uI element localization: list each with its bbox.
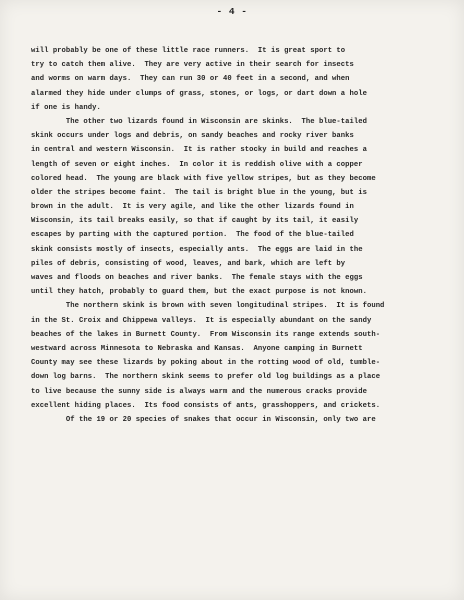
text-line: length of seven or eight inches. In color it is reddish olive with a copper <box>31 160 363 169</box>
text-line: piles of debris, consisting of wood, leaves, and bark, which are left by <box>31 259 346 268</box>
text-line: escapes by parting with the captured portion. The food of the blue-tailed <box>31 231 354 240</box>
paragraph <box>31 115 441 299</box>
text-line: and worms on warm days. They can run 30 or 40 feet in a second, and when <box>31 75 350 84</box>
text-line: if one is handy. <box>31 103 101 112</box>
text-line: until they hatch, probably to guard them, but the exact purpose is not known. <box>31 288 367 297</box>
text-line: The other two lizards found in Wisconsin are skinks. The blue-tailed <box>31 117 367 126</box>
text-line: in central and western Wisconsin. It is rather stocky in build and reaches a <box>31 146 367 155</box>
text-line: colored head. The young are black with five yellow stripes, but as they become <box>31 174 376 183</box>
text-line: Wisconsin, its tail breaks easily, so that if caught by its tail, it easily <box>31 217 359 226</box>
body-text <box>31 44 441 427</box>
text-line: alarmed they hide under clumps of grass, stones, or logs, or dart down a hole <box>31 89 367 98</box>
paragraph <box>31 413 441 427</box>
text-line: excellent hiding places. Its food consists of ants, grasshoppers, and crickets. <box>31 401 381 410</box>
text-line: westward across Minnesota to Nebraska and Kansas. Anyone camping in Burnett <box>31 344 363 353</box>
text-line: skink occurs under logs and debris, on sandy beaches and rocky river banks <box>31 132 354 141</box>
text-line: older the stripes become faint. The tail is bright blue in the young, but is <box>31 188 367 197</box>
text-line: brown in the adult. It is very agile, and like the other lizards found in <box>31 203 354 212</box>
paragraph <box>31 44 441 115</box>
text-line: try to catch them alive. They are very active in their search for insects <box>31 61 354 70</box>
text-line: skink consists mostly of insects, especially ants. The eggs are laid in the <box>31 245 363 254</box>
text-line: in the St. Croix and Chippewa valleys. It is especially abundant on the sandy <box>31 316 372 325</box>
text-line: County may see these lizards by poking about in the rotting wood of old, tumble- <box>31 359 381 368</box>
text-line: Of the 19 or 20 species of snakes that occur in Wisconsin, only two are <box>31 415 376 424</box>
text-line: beaches of the lakes in Burnett County. From Wisconsin its range extends south- <box>31 330 381 339</box>
text-line: will probably be one of these little race runners. It is great sport to <box>31 47 346 55</box>
text-line: to live because the sunny side is always warm and the numerous cracks provide <box>31 387 367 396</box>
page-number: - 4 - <box>216 6 248 17</box>
text-line: waves and floods on beaches and river banks. The female stays with the eggs <box>31 274 363 282</box>
paragraph <box>31 299 441 413</box>
text-line: The northern skink is brown with seven longitudinal stripes. It is found <box>31 302 385 311</box>
text-line: down log barns. The northern skink seems to prefer old log buildings as a place <box>31 373 381 382</box>
